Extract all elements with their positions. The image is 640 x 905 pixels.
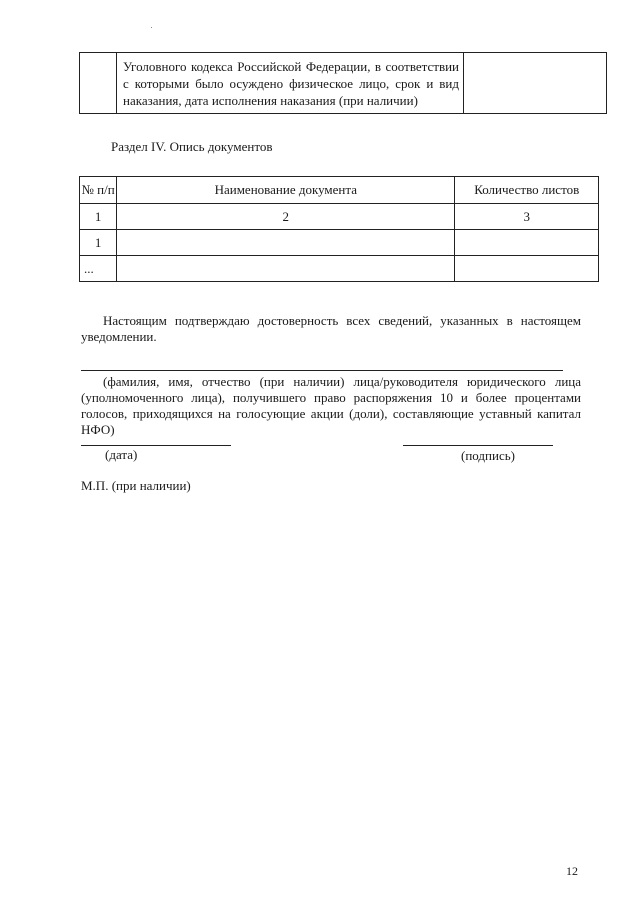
header-document-name: Наименование документа [117, 177, 455, 204]
section-title: Раздел IV. Опись документов [111, 139, 273, 154]
table-row [80, 53, 607, 114]
confirmation-text: Настоящим подтверждаю достоверность всех сведений, указанных в настоящем уведомлении. [81, 313, 581, 344]
column-number: 2 [117, 204, 455, 230]
table-row [80, 256, 599, 282]
scan-speck [151, 27, 152, 28]
value-cell [464, 53, 607, 114]
signature-line [403, 445, 553, 446]
date-line [81, 445, 231, 446]
document-name-cell [117, 230, 455, 256]
date-caption: (дата) [105, 447, 138, 462]
row-number: 1 [80, 230, 117, 256]
table-row [80, 230, 599, 256]
header-sheet-count: Количество листов [455, 177, 599, 204]
table-header-row [80, 177, 599, 204]
document-inventory-table [79, 176, 599, 282]
sheet-count-cell [455, 256, 599, 282]
fio-signature-line [81, 370, 563, 371]
sheet-count-cell [455, 230, 599, 256]
document-name-cell [117, 256, 455, 282]
numbering-row [80, 204, 599, 230]
continuation-table [79, 52, 607, 114]
column-number: 1 [80, 204, 117, 230]
number-cell [80, 53, 117, 114]
header-number: № п/п [80, 177, 117, 204]
row-number: ... [80, 256, 117, 282]
stamp-note: М.П. (при наличии) [81, 478, 191, 493]
column-number: 3 [455, 204, 599, 230]
fio-caption: (фамилия, имя, отчество (при наличии) лица/руководителя юридического лица (уполномоченного лица), получившего право распоряжения 10 и более процентами голосов, приходящихся на голосующие акции (доли), составляющие уставный капитал НФО) [81, 374, 581, 437]
signature-caption: (подпись) [461, 448, 515, 463]
description-cell: Уголовного кодекса Российской Федерации, в соответствии с которыми было осуждено физическое лицо, срок и вид наказания, дата исполнения наказания (при наличии) [117, 53, 464, 114]
page-number: 12 [566, 864, 578, 878]
